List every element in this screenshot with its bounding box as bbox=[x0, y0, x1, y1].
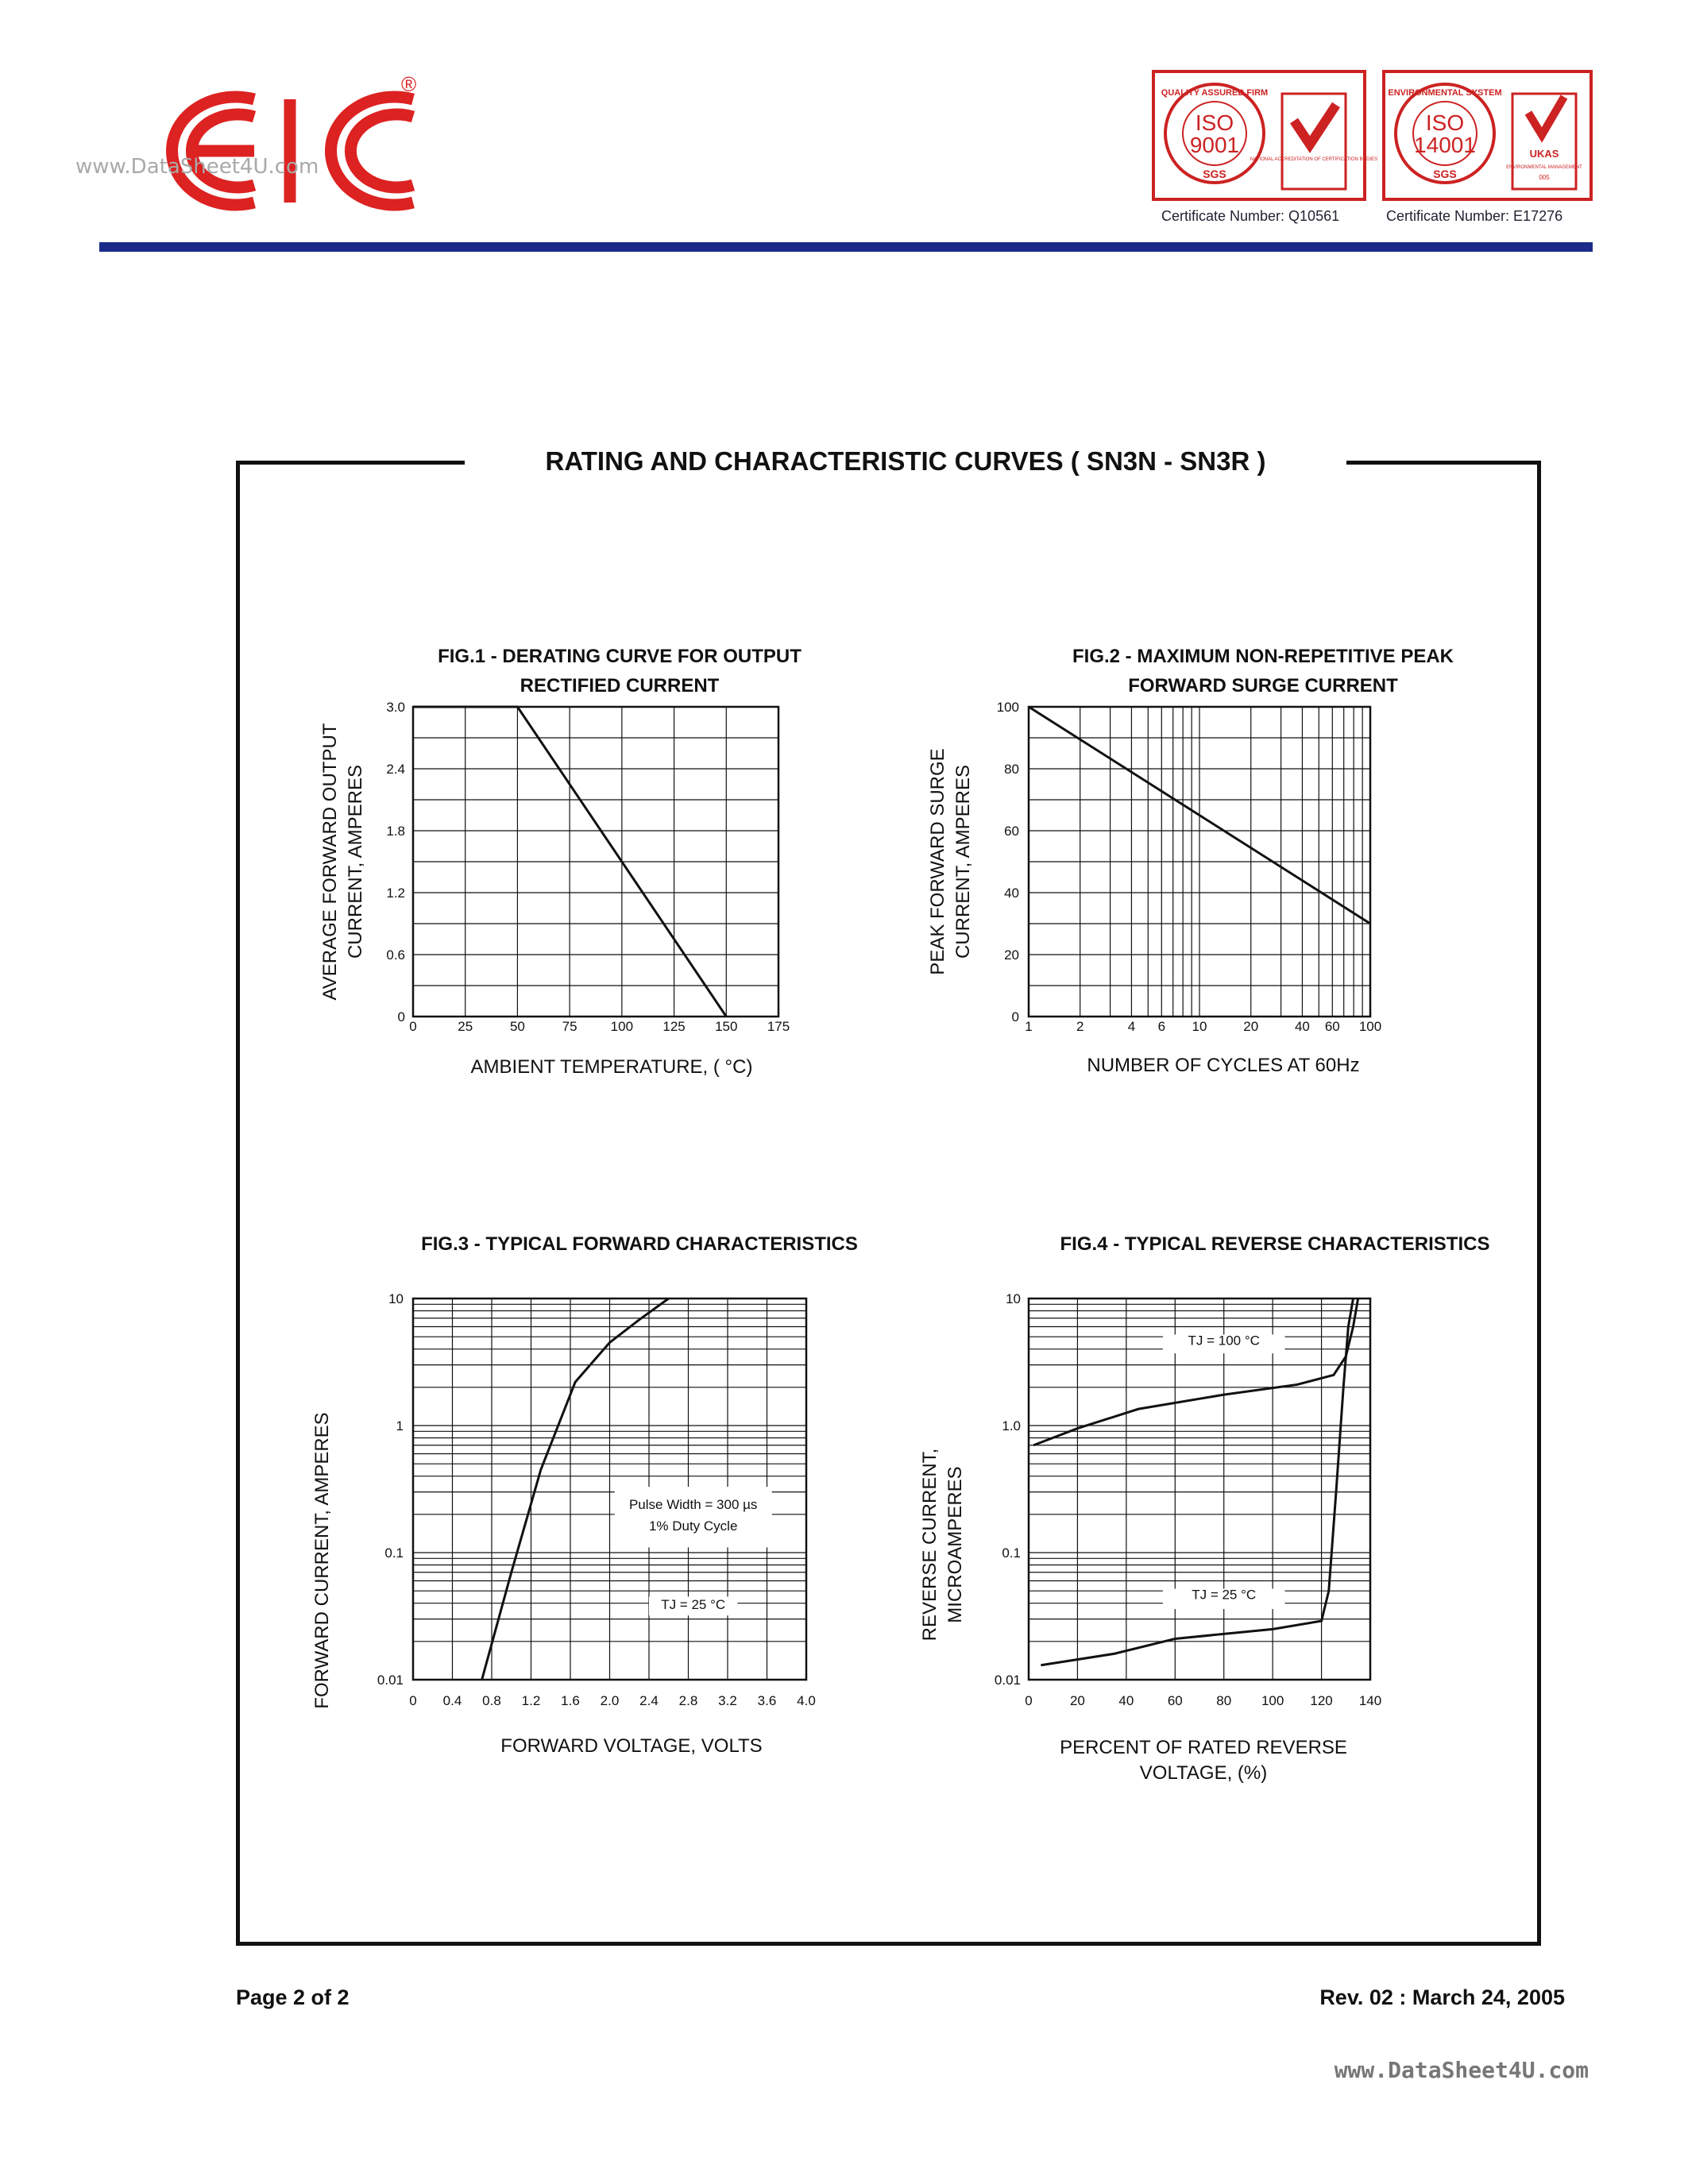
fig1-ytick: 3.0 bbox=[386, 700, 405, 715]
svg-text:SGS: SGS bbox=[1433, 168, 1457, 180]
fig1-chart bbox=[369, 699, 822, 1032]
fig2-title bbox=[1013, 642, 1513, 700]
fig3-annotation-pulse: Pulse Width = 300 µs bbox=[628, 1497, 758, 1513]
fig1-xtick: 150 bbox=[715, 1019, 738, 1034]
fig4-xtick: 140 bbox=[1358, 1693, 1382, 1708]
svg-text:UKAS: UKAS bbox=[1529, 148, 1559, 160]
fig3-title-line1: FIG.3 - TYPICAL FORWARD CHARACTERISTICS bbox=[421, 1233, 858, 1255]
fig2-xtick: 4 bbox=[1127, 1019, 1136, 1034]
svg-text:SGS: SGS bbox=[1203, 168, 1226, 180]
fig4-ylabel-line2: MICROAMPERES bbox=[944, 1466, 966, 1623]
fig4-label-25: TJ = 25 °C bbox=[1192, 1587, 1257, 1603]
fig4-xtick: 20 bbox=[1069, 1693, 1085, 1708]
fig4-xtick: 60 bbox=[1167, 1693, 1183, 1708]
page-title: RATING AND CHARACTERISTIC CURVES ( SN3N - SN3R ) bbox=[545, 446, 1266, 476]
logo-mark bbox=[172, 97, 414, 205]
fig1-title-line1: FIG.1 - DERATING CURVE FOR OUTPUT bbox=[438, 646, 802, 667]
fig3-ytick: 10 bbox=[388, 1291, 404, 1306]
fig1-title-line2: RECTIFIED CURRENT bbox=[520, 675, 720, 696]
svg-text:9001: 9001 bbox=[1189, 133, 1240, 157]
fig2-ytick: 20 bbox=[1004, 947, 1019, 963]
fig4-title-line1: FIG.4 - TYPICAL REVERSE CHARACTERISTICS bbox=[1060, 1233, 1490, 1255]
revision: Rev. 02 : March 24, 2005 bbox=[1319, 1985, 1565, 2009]
fig1-ylabel-line2: CURRENT, AMPERES bbox=[345, 764, 366, 959]
fig1-xtick: 25 bbox=[458, 1019, 473, 1034]
page-number: Page 2 of 2 bbox=[236, 1985, 350, 2009]
fig2-ytick: 60 bbox=[1004, 824, 1019, 839]
svg-text:14001: 14001 bbox=[1414, 133, 1476, 157]
fig3-xtick: 4.0 bbox=[797, 1693, 816, 1708]
fig4-curve-tj25 bbox=[1041, 1298, 1353, 1665]
fig3-ylabel bbox=[310, 1402, 342, 1719]
fig3-annotation-box bbox=[615, 1487, 772, 1547]
watermark-top: www.DataSheet4U.com bbox=[75, 155, 319, 179]
fig2-xtick: 10 bbox=[1192, 1019, 1207, 1034]
fig2-ytick: 0 bbox=[1011, 1009, 1019, 1024]
svg-text:NATIONAL ACCREDITATION OF CERT: NATIONAL ACCREDITATION OF CERTIFICATION BODIES bbox=[1250, 157, 1378, 162]
fig1-xtick: 100 bbox=[610, 1019, 634, 1034]
fig1-ylabel bbox=[318, 703, 373, 1021]
fig3-title bbox=[381, 1229, 898, 1259]
svg-text:005: 005 bbox=[1539, 174, 1550, 181]
fig4-ytick: 10 bbox=[1006, 1291, 1021, 1306]
fig2-title-line1: FIG.2 - MAXIMUM NON-REPETITIVE PEAK bbox=[1072, 646, 1454, 667]
iso9001-seal-icon bbox=[1155, 73, 1378, 198]
fig3-xtick: 2.4 bbox=[639, 1693, 659, 1708]
fig1-ylabel-line1: AVERAGE FORWARD OUTPUT bbox=[319, 723, 341, 1001]
fig4-title bbox=[1021, 1229, 1529, 1259]
fig3-xtick: 1.2 bbox=[521, 1693, 541, 1708]
fig2-xtick: 6 bbox=[1157, 1019, 1166, 1034]
fig3-annotation-duty: 1% Duty Cycle bbox=[648, 1518, 738, 1534]
svg-text:QUALITY ASSURED FIRM: QUALITY ASSURED FIRM bbox=[1161, 88, 1269, 98]
fig4-xlabel-line1: PERCENT OF RATED REVERSE bbox=[1060, 1737, 1347, 1758]
fig3-ytick: 0.1 bbox=[384, 1545, 404, 1561]
fig4-label-100: TJ = 100 °C bbox=[1188, 1333, 1260, 1349]
fig2-ylabel-line2: CURRENT, AMPERES bbox=[952, 764, 974, 959]
svg-text:ENVIRONMENTAL MANAGEMENT: ENVIRONMENTAL MANAGEMENT bbox=[1506, 165, 1582, 170]
fig1-xlabel: AMBIENT TEMPERATURE, ( °C) bbox=[470, 1056, 753, 1078]
fig1-xtick: 175 bbox=[767, 1019, 790, 1034]
fig4-xtick: 120 bbox=[1310, 1693, 1333, 1708]
fig2-xtick: 2 bbox=[1076, 1019, 1084, 1034]
fig4-xlabel bbox=[1005, 1735, 1402, 1786]
fig1-ytick: 0.6 bbox=[386, 947, 405, 963]
iso9001-badge bbox=[1152, 70, 1378, 201]
iso14001-badge bbox=[1382, 70, 1593, 201]
fig3-chart bbox=[369, 1291, 838, 1719]
fig3-xtick: 0.8 bbox=[482, 1693, 501, 1708]
fig3-xtick: 2.0 bbox=[600, 1693, 620, 1708]
svg-text:ISO: ISO bbox=[1425, 110, 1465, 135]
fig1-ytick: 0 bbox=[397, 1009, 405, 1024]
fig4-xtick: 80 bbox=[1216, 1693, 1232, 1708]
fig3-xtick: 3.6 bbox=[757, 1693, 777, 1708]
fig4-xtick: 0 bbox=[1025, 1693, 1033, 1708]
fig3-xlabel: FORWARD VOLTAGE, VOLTS bbox=[500, 1735, 763, 1757]
fig4-xlabel-line2: VOLTAGE, (%) bbox=[1139, 1762, 1268, 1784]
fig4-xtick: 100 bbox=[1261, 1693, 1284, 1708]
watermark-bottom: www.DataSheet4U.com bbox=[1334, 2057, 1589, 2083]
fig3-ylabel-line1: FORWARD CURRENT, AMPERES bbox=[311, 1412, 333, 1709]
fig3-ytick: 1 bbox=[396, 1418, 404, 1433]
fig2-chart bbox=[989, 699, 1442, 1032]
fig1-xtick: 0 bbox=[409, 1019, 417, 1034]
fig3-annotation-tj: TJ = 25 °C bbox=[661, 1596, 726, 1612]
fig3-xtick: 0.4 bbox=[442, 1693, 462, 1708]
header-rule bbox=[99, 242, 1593, 252]
fig1-xtick: 75 bbox=[562, 1019, 577, 1034]
fig2-xtick: 40 bbox=[1294, 1019, 1310, 1034]
fig4-curve-tj100 bbox=[1033, 1298, 1358, 1445]
svg-text:ISO: ISO bbox=[1195, 110, 1234, 135]
fig2-xlabel: NUMBER OF CYCLES AT 60Hz bbox=[1087, 1055, 1360, 1076]
fig1-ytick: 2.4 bbox=[386, 762, 405, 777]
fig3-xtick: 0 bbox=[409, 1693, 417, 1708]
fig1-ytick: 1.2 bbox=[386, 886, 405, 901]
fig3-ytick: 0.01 bbox=[377, 1673, 404, 1688]
fig2-ytick: 40 bbox=[1004, 886, 1019, 901]
fig2-ylabel bbox=[925, 703, 981, 1021]
registered-mark: ® bbox=[401, 72, 417, 96]
fig2-xtick: 60 bbox=[1324, 1019, 1340, 1034]
fig1-xtick: 125 bbox=[662, 1019, 686, 1034]
fig4-ytick: 0.01 bbox=[994, 1673, 1021, 1688]
fig2-xtick: 1 bbox=[1025, 1019, 1033, 1034]
fig1-xtick: 50 bbox=[509, 1019, 525, 1034]
fig4-ytick: 1.0 bbox=[1002, 1418, 1021, 1433]
fig4-ylabel-line1: REVERSE CURRENT, bbox=[919, 1448, 941, 1642]
fig2-ylabel-line1: PEAK FORWARD SURGE bbox=[927, 748, 948, 975]
fig1-title bbox=[385, 642, 854, 700]
iso14001-seal-icon bbox=[1385, 73, 1590, 198]
fig2-ytick: 100 bbox=[996, 700, 1019, 715]
fig1-ytick: 1.8 bbox=[386, 824, 405, 839]
fig4-ytick: 0.1 bbox=[1002, 1545, 1021, 1561]
fig2-ytick: 80 bbox=[1004, 762, 1019, 777]
eic-logo bbox=[135, 68, 437, 218]
svg-text:ENVIRONMENTAL SYSTEM: ENVIRONMENTAL SYSTEM bbox=[1388, 88, 1502, 98]
fig4-chart bbox=[989, 1291, 1418, 1719]
fig3-xtick: 1.6 bbox=[561, 1693, 580, 1708]
cert-number-1: Certificate Number: Q10561 bbox=[1161, 208, 1340, 224]
fig4-ylabel bbox=[917, 1386, 973, 1704]
fig2-xtick: 20 bbox=[1243, 1019, 1259, 1034]
fig2-title-line2: FORWARD SURGE CURRENT bbox=[1128, 675, 1398, 696]
fig2-xtick: 100 bbox=[1358, 1019, 1382, 1034]
fig3-xtick: 2.8 bbox=[678, 1693, 698, 1708]
fig3-xtick: 3.2 bbox=[718, 1693, 737, 1708]
fig4-xtick: 40 bbox=[1118, 1693, 1134, 1708]
cert-number-2: Certificate Number: E17276 bbox=[1386, 208, 1563, 224]
